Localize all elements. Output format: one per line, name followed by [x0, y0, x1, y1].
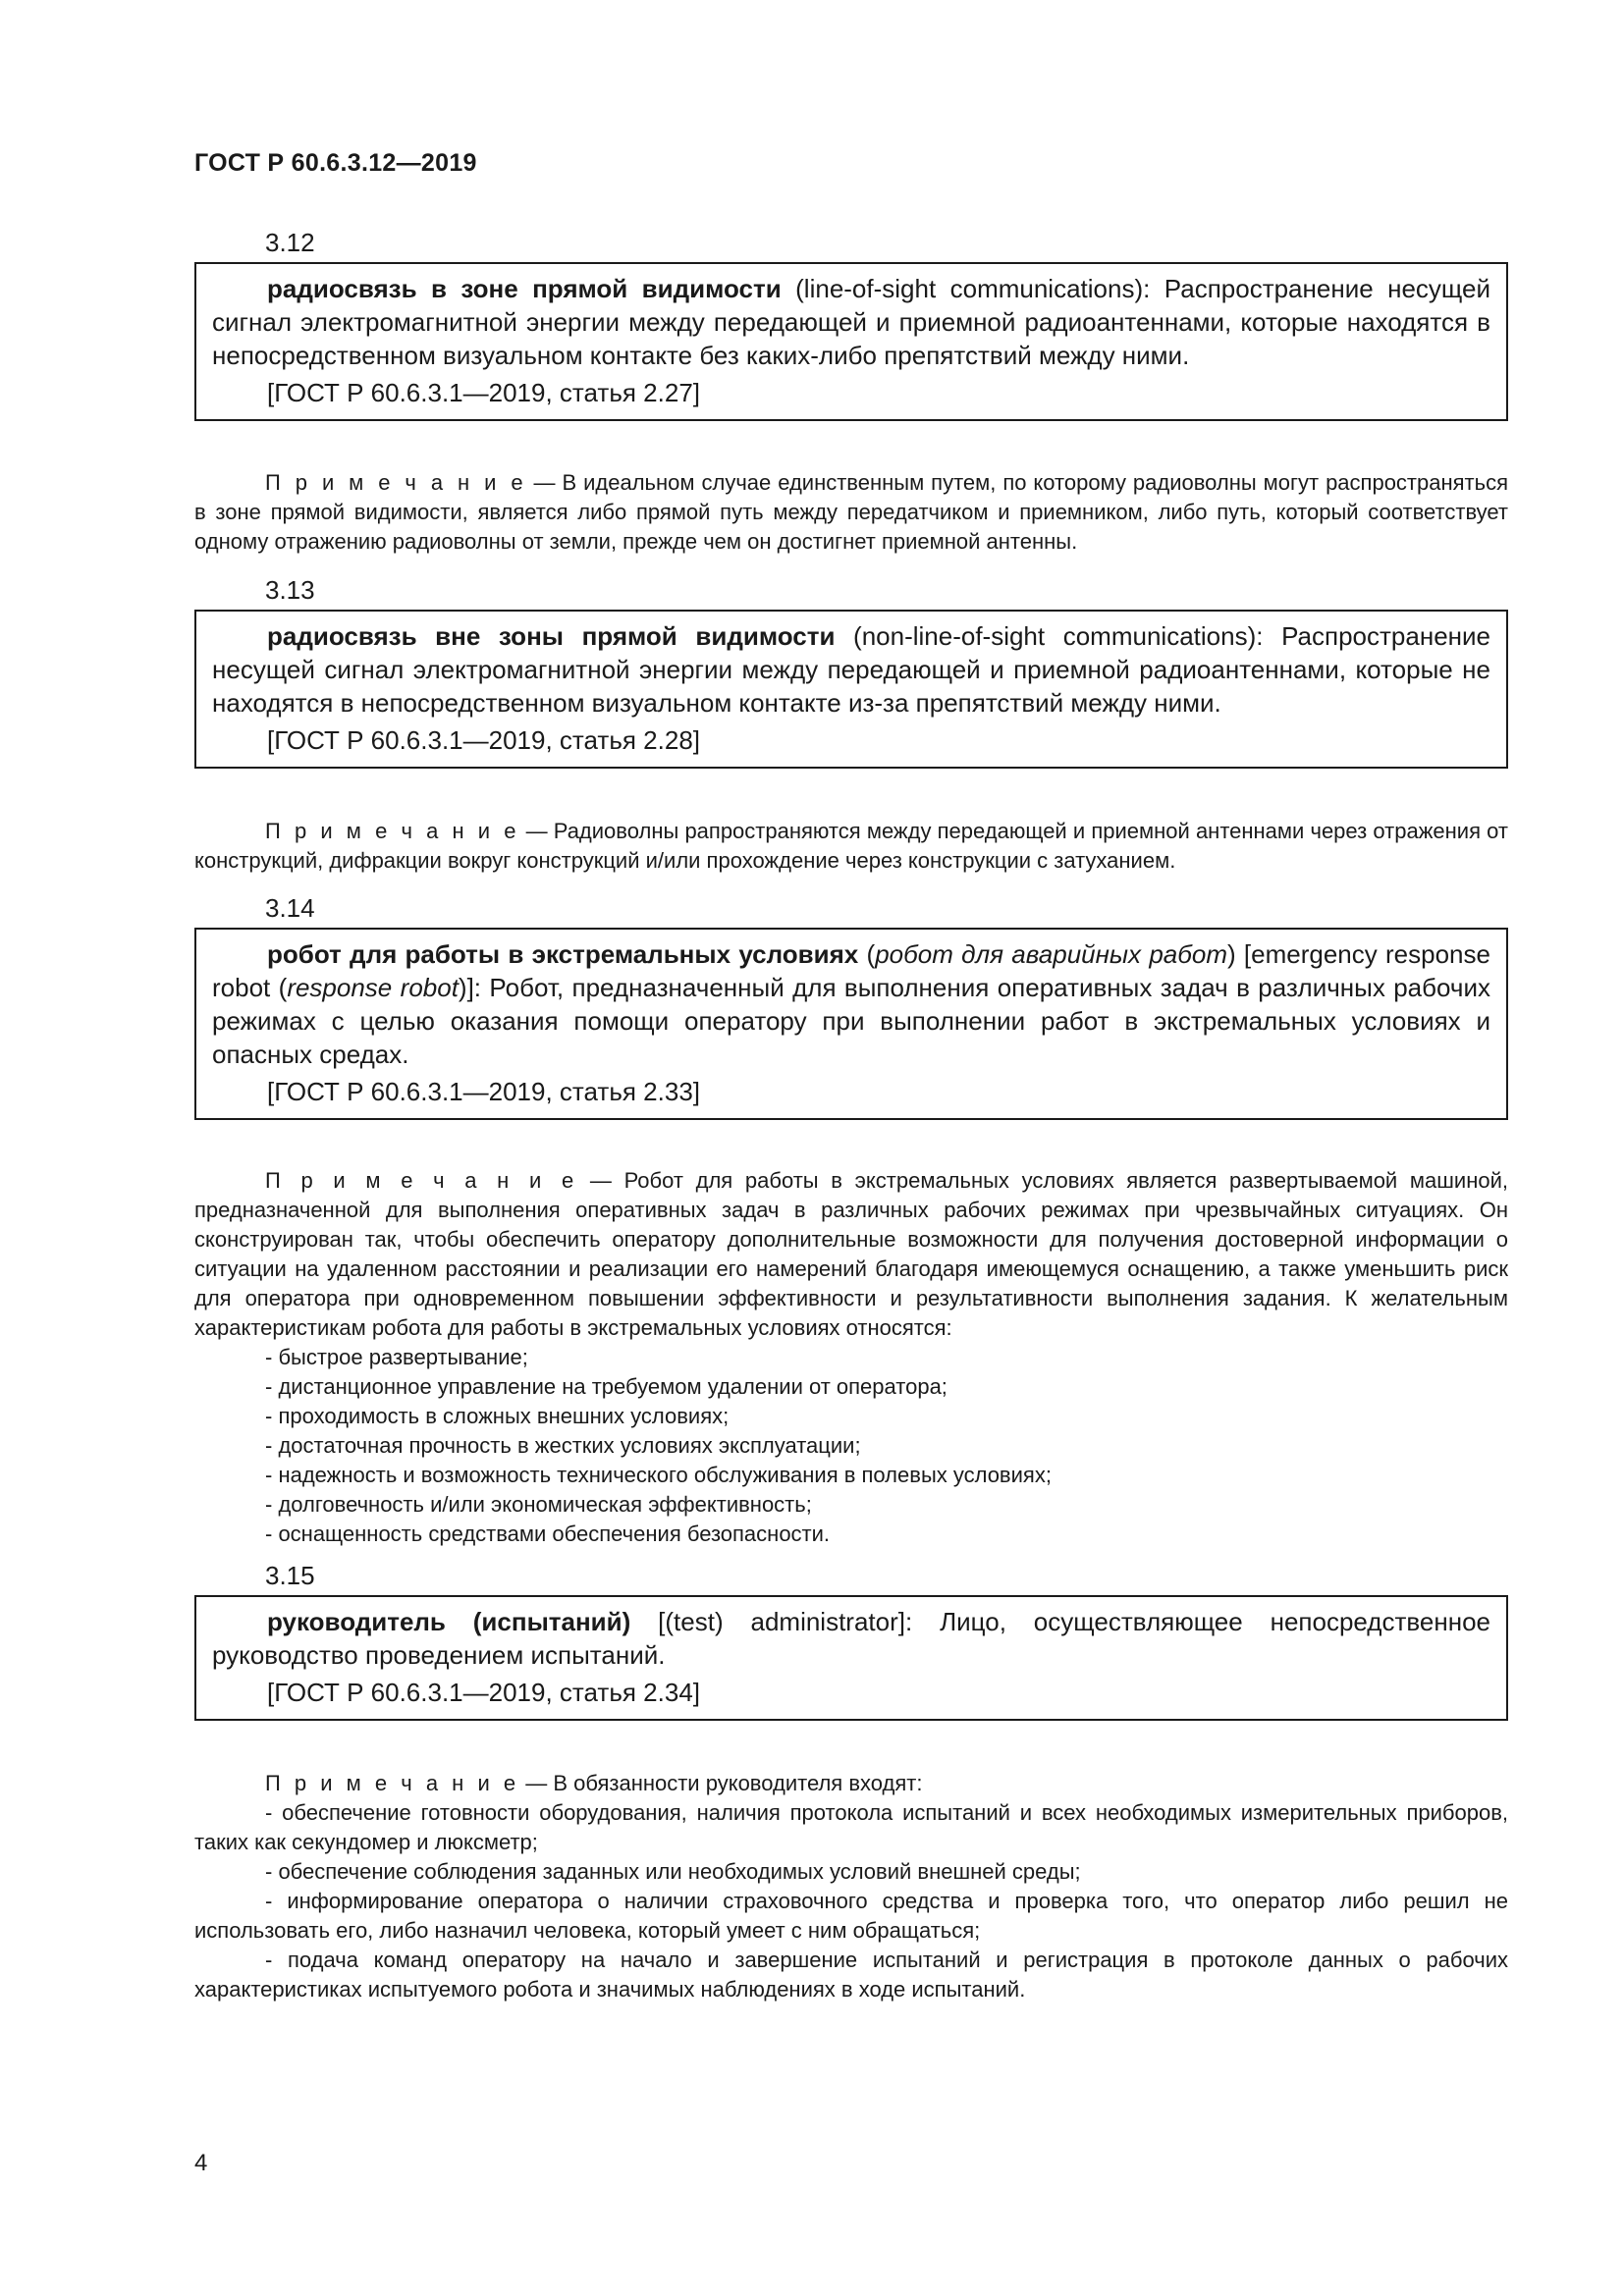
- term-note: [194, 1166, 1508, 1549]
- note-text: — В обязанности руководителя входят:: [519, 1771, 923, 1795]
- note-text: — Робот для работы в экстремальных условиях является развертываемой машиной, предназначенной для выполнения оперативных задач в различных рабочих режимах при чрезвычайных ситуациях. Он сконструирован так, чтобы обеспечить оператору дополнительные возможности для получения достоверной информации о ситуации на удаленном расстоянии и реализации его намерений благодаря имеющемуся оснащению, а также уменьшить риск для оператора при одновременном повышении эффективности и результативности выполнения задания. К желательным характеристикам робота для работы в экстремальных условиях относятся:: [194, 1168, 1508, 1340]
- list-item: - обеспечение соблюдения заданных или необходимых условий внешней среды;: [265, 1859, 1081, 1884]
- term-definition-box: [194, 610, 1508, 769]
- note-label: П р и м е ч а н и е: [265, 819, 520, 843]
- term-number: 3.12: [265, 228, 315, 257]
- characteristics-list: [194, 1343, 1508, 1549]
- list-item: - обеспечение готовности оборудования, наличия протокола испытаний и всех необходимых измерительных приборов, таких как секундомер и люксметр;: [194, 1800, 1508, 1854]
- duties-list: [194, 1798, 1508, 2004]
- term-definition: (non-line-of-sight communications): Распространение несущей сигнал электромагнитной энергии между передающей и приемной радиоантеннами, которые не находятся в непосредственном визуальном контакте из-за препятствий между ними.: [212, 621, 1490, 718]
- term-definition: [(test) administrator]: Лицо, осуществляющее непосредственное руководство проведением испытаний.: [212, 1607, 1490, 1670]
- term-title: руководитель (испытаний): [267, 1607, 631, 1636]
- term-synonym: робот для аварийных работ: [875, 939, 1227, 969]
- term-synonym-en: response robot: [287, 973, 459, 1002]
- list-item: - информирование оператора о наличии страховочного средства и проверка того, что оператор либо решил не использовать его, либо назначил человека, который умеет с ним обращаться;: [194, 1889, 1508, 1943]
- term-reference: [ГОСТ Р 60.6.3.1—2019, статья 2.27]: [267, 378, 700, 407]
- note-label: П р и м е ч а н и е: [265, 470, 527, 495]
- term-definition: )]: Робот, предназначенный для выполнения оперативных задач в различных рабочих режимах с целью оказания помощи оператору при выполнении работ в экстремальных условиях и опасных средах.: [212, 973, 1490, 1069]
- list-item: - достаточная прочность в жестких условиях эксплуатации;: [265, 1433, 861, 1458]
- list-item: - надежность и возможность технического обслуживания в полевых условиях;: [265, 1463, 1052, 1487]
- term-reference: [ГОСТ Р 60.6.3.1—2019, статья 2.34]: [267, 1678, 700, 1707]
- list-item: - подача команд оператору на начало и завершение испытаний и регистрация в протоколе данных о рабочих характеристиках испытуемого робота и значимых наблюдениях в ходе испытаний.: [194, 1948, 1508, 2002]
- term-number: 3.13: [265, 575, 315, 605]
- term-definition-box: [194, 262, 1508, 421]
- note-text: — Радиоволны рапространяются между передающей и приемной антеннами через отражения от конструкций, дифракции вокруг конструкций и/или прохождение через конструкции с затуханием.: [194, 819, 1508, 873]
- term-reference: [ГОСТ Р 60.6.3.1—2019, статья 2.33]: [267, 1077, 700, 1106]
- list-item: - долговечность и/или экономическая эффективность;: [265, 1492, 812, 1517]
- term-definition: (line-of-sight communications): Распространение несущей сигнал электромагнитной энергии между передающей и приемной радиоантеннами, которые находятся в непосредственном визуальном контакте без каких-либо препятствий между ними.: [212, 274, 1490, 370]
- term-title: робот для работы в экстремальных условиях: [267, 939, 859, 969]
- term-number: 3.14: [265, 893, 315, 923]
- list-item: - дистанционное управление на требуемом удалении от оператора;: [265, 1374, 947, 1399]
- list-item: - проходимость в сложных внешних условиях;: [265, 1404, 730, 1428]
- list-item: - оснащенность средствами обеспечения безопасности.: [265, 1522, 831, 1546]
- note-label: П р и м е ч а н и е: [265, 1168, 578, 1193]
- term-note: [194, 817, 1508, 876]
- term-number: 3.15: [265, 1561, 315, 1590]
- term-title: радиосвязь в зоне прямой видимости: [267, 274, 782, 303]
- note-label: П р и м е ч а н и е: [265, 1771, 520, 1795]
- term-title: радиосвязь вне зоны прямой видимости: [267, 621, 836, 651]
- term-definition-box: робот для работы в экстремальных условиях (робот для аварийных работ) [emergency response robot (response robot)]: Робот, предназначенный для выполнения оперативных задач в различных рабочих режимах с целью оказания помощи оператору при выполнении работ в экстремальных условиях и опасных средах. [ГОСТ Р 60.6.3.1—2019, статья 2.33]: [194, 928, 1508, 1120]
- term-note: [194, 468, 1508, 557]
- term-definition-box: [194, 1595, 1508, 1721]
- note-text: — В идеальном случае единственным путем, по которому радиоволны могут распространяться в зоне прямой видимости, является либо прямой путь между передатчиком и приемником, либо путь, который соответствует одному отражению радиоволны от земли, прежде чем он достигнет приемной антенны.: [194, 470, 1508, 554]
- standard-header: ГОСТ Р 60.6.3.12—2019: [194, 149, 477, 177]
- list-item: - быстрое развертывание;: [265, 1345, 528, 1369]
- term-reference: [ГОСТ Р 60.6.3.1—2019, статья 2.28]: [267, 725, 700, 755]
- page-number: 4: [194, 2150, 208, 2176]
- term-note: [194, 1769, 1508, 2004]
